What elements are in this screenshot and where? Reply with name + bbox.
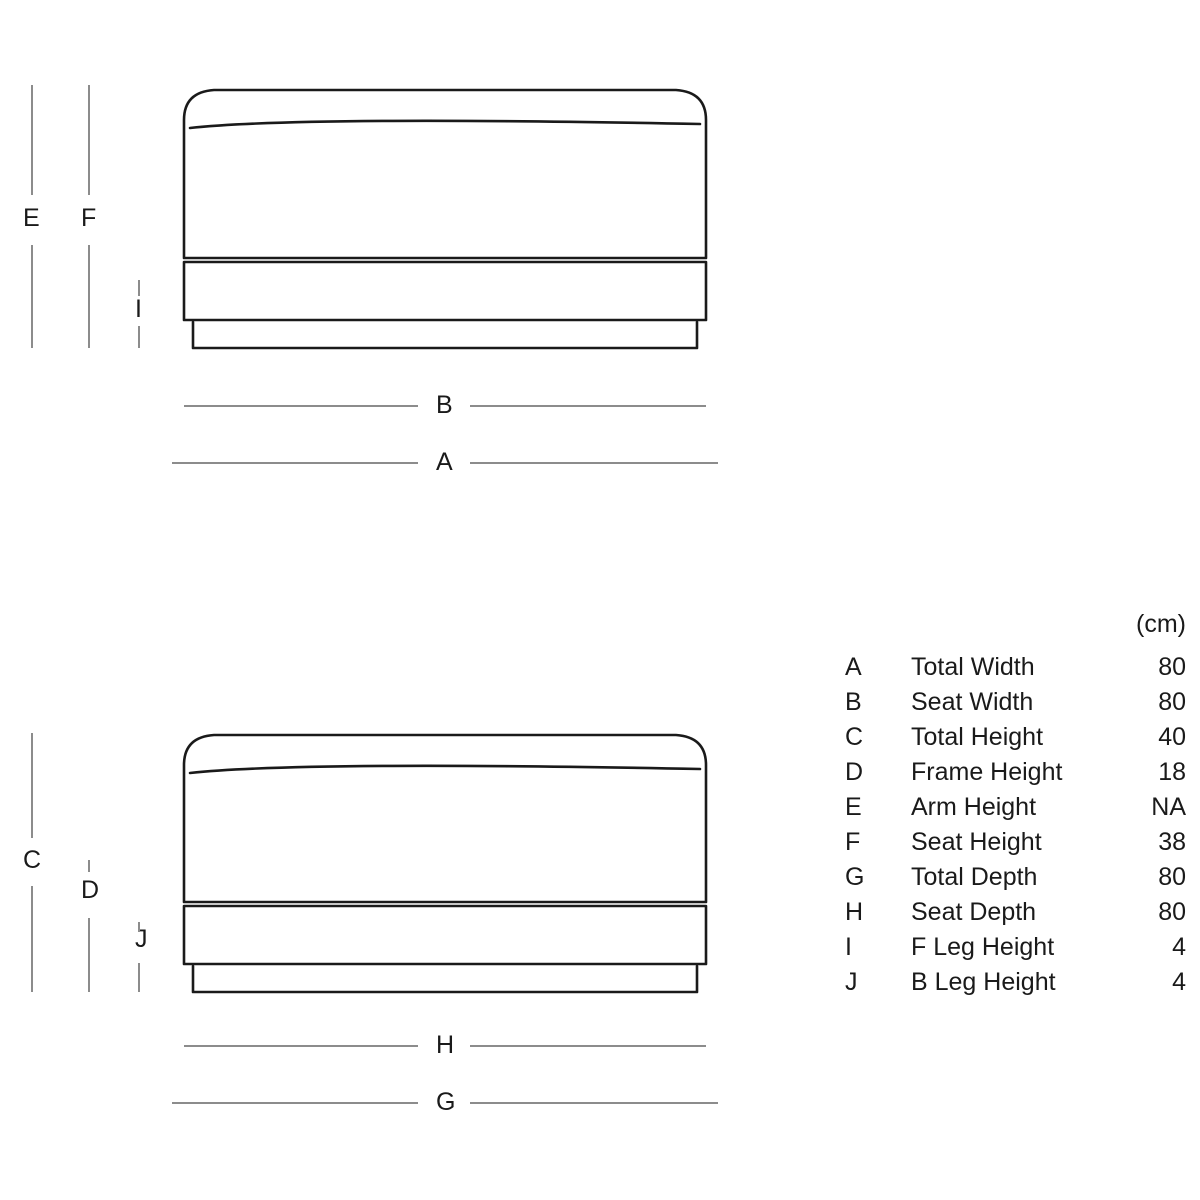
table-row: [845, 863, 1190, 898]
spec-key: H: [845, 898, 864, 926]
dimension-marker-I: I: [135, 295, 142, 323]
specification-table: [845, 610, 1190, 1003]
spec-value: 38: [1158, 828, 1186, 856]
spec-value: 80: [1158, 688, 1186, 716]
spec-name: B Leg Height: [911, 968, 1056, 996]
spec-value: 18: [1158, 758, 1186, 786]
spec-key: I: [845, 933, 852, 961]
dimension-marker-J: J: [135, 925, 148, 953]
spec-key: D: [845, 758, 864, 786]
spec-name: Seat Height: [911, 828, 1042, 856]
spec-value: 4: [1172, 933, 1186, 961]
table-row: [845, 933, 1190, 968]
spec-value: 80: [1158, 863, 1186, 891]
table-row: [845, 723, 1190, 758]
dimension-marker-A: A: [436, 448, 453, 476]
table-row: [845, 688, 1190, 723]
dimension-marker-H: H: [436, 1031, 455, 1059]
dimension-marker-G: G: [436, 1088, 456, 1116]
spec-key: J: [845, 968, 858, 996]
spec-name: Arm Height: [911, 793, 1037, 821]
spec-name: Seat Width: [911, 688, 1034, 716]
spec-key: F: [845, 828, 861, 856]
table-row: [845, 828, 1190, 863]
spec-value: 40: [1158, 723, 1186, 751]
table-row: [845, 793, 1190, 828]
side-view-ottoman: [184, 735, 706, 992]
spec-value: 80: [1158, 653, 1186, 681]
dimension-marker-D: D: [81, 876, 100, 904]
spec-value: 80: [1158, 898, 1186, 926]
dimension-marker-E: E: [23, 204, 40, 232]
table-row: [845, 758, 1190, 793]
unit-label: (cm): [1136, 610, 1186, 638]
dimension-marker-B: B: [436, 391, 453, 419]
spec-name: Total Depth: [911, 863, 1038, 891]
spec-name: Total Height: [911, 723, 1044, 751]
spec-name: F Leg Height: [911, 933, 1055, 961]
spec-name: Seat Depth: [911, 898, 1037, 926]
table-row: [845, 898, 1190, 933]
spec-key: A: [845, 653, 862, 681]
dimension-marker-F: F: [81, 204, 97, 232]
spec-key: G: [845, 863, 865, 891]
dimension-marker-C: C: [23, 846, 42, 874]
table-row: [845, 653, 1190, 688]
spec-value: 4: [1172, 968, 1186, 996]
spec-key: E: [845, 793, 862, 821]
spec-key: C: [845, 723, 864, 751]
spec-name: Frame Height: [911, 758, 1063, 786]
table-row: [845, 968, 1190, 1003]
front-view-ottoman: [184, 90, 706, 348]
spec-key: B: [845, 688, 862, 716]
spec-value: NA: [1151, 793, 1186, 821]
spec-name: Total Width: [911, 653, 1035, 681]
